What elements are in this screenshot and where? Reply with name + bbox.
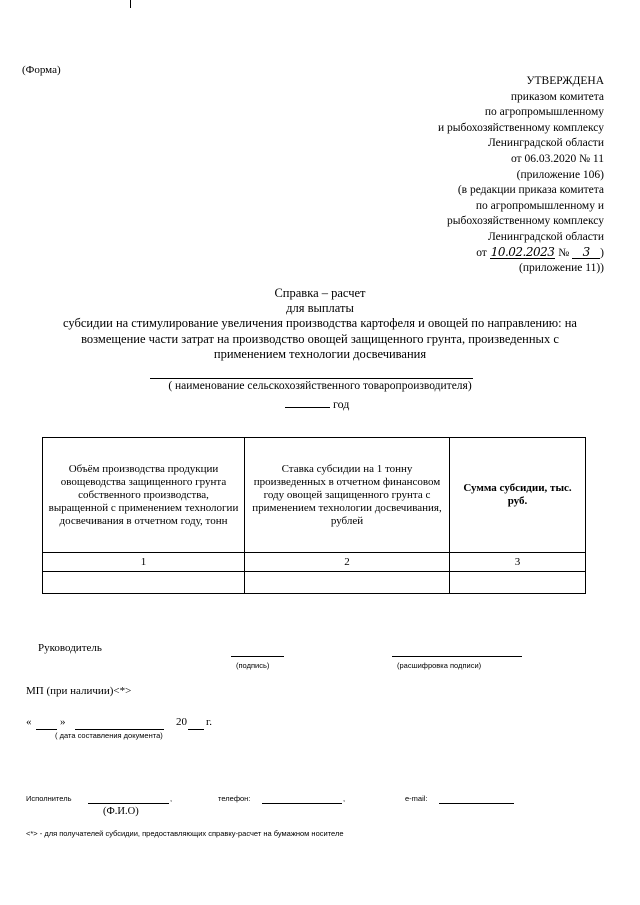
amendment-date-line (344, 246, 604, 262)
approval-line: рыбохозяйственному комплексу (447, 215, 604, 228)
producer-name-line (150, 378, 473, 379)
title-line: возмещение части затрат на производство овощей защищенного грунта, произведенных с (81, 331, 559, 346)
email-line[interactable] (439, 803, 514, 804)
approval-line: УТВЕРЖДЕНА (526, 75, 604, 87)
approval-line: Ленинградской области (487, 137, 604, 150)
phone-line[interactable] (262, 803, 342, 804)
executor-label: Исполнитель (26, 794, 72, 803)
signature-line[interactable] (231, 656, 284, 657)
table-cell-empty[interactable] (245, 572, 450, 594)
amend-no-label: № (558, 246, 570, 259)
form-label: (Форма) (22, 64, 61, 76)
amend-prefix: от (476, 246, 487, 259)
table-row (43, 553, 586, 572)
email-label: e-mail: (405, 794, 428, 803)
amend-annex: (приложение 11)) (518, 262, 604, 275)
day-line[interactable] (36, 729, 57, 730)
approval-line: по агропромышленному (484, 106, 604, 119)
table-header-row (43, 438, 586, 553)
table-cell: 2 (245, 553, 450, 572)
approval-line: (в редакции приказа комитета (457, 184, 604, 197)
year-short-line[interactable] (188, 729, 204, 730)
table-header-sum: Сумма субсидии, тыс. руб. (450, 438, 586, 553)
comma: , (170, 794, 173, 803)
year-line (285, 397, 349, 412)
decode-caption: (расшифровка подписи) (397, 661, 482, 670)
signature-caption: (подпись) (236, 661, 270, 670)
approval-line: по агропромышленному и (475, 199, 604, 212)
date-caption: ( дата составления документа) (55, 731, 163, 740)
producer-caption: ( наименование сельскохозяйственного товаропроизводителя) (168, 380, 472, 392)
decode-line[interactable] (392, 656, 522, 657)
title-line: субсидии на стимулирование увеличения производства картофеля и овощей по направлению: на (63, 316, 577, 331)
year-blank (285, 397, 330, 408)
scan-mark (130, 0, 131, 8)
fio-caption: (Ф.И.О) (103, 806, 139, 817)
footnote: <*> - для получателей субсидии, предоставляющих справку-расчет на бумажном носителе (26, 829, 344, 838)
approval-line: приказом комитета (510, 90, 604, 103)
table-header-rate: Ставка субсидии на 1 тонну произведенных в отчетном финансовом году овощей защищенного грунта с применением технологии досвечивания, рублей (245, 438, 450, 553)
quote-open: « (26, 716, 32, 728)
table-cell-empty[interactable] (43, 572, 245, 594)
title-line: Справка – расчет (274, 286, 366, 300)
handwritten-date: 10.02.2023 (490, 244, 555, 259)
table-cell: 1 (43, 553, 245, 572)
table-cell-empty[interactable] (450, 572, 586, 594)
table-cell: 3 (450, 553, 586, 572)
month-line[interactable] (75, 729, 164, 730)
approval-line: от 06.03.2020 № 11 (510, 152, 604, 165)
handwritten-number: 3 (572, 246, 600, 259)
comma: , (343, 794, 346, 803)
table-header-volume: Объём производства продукции овощеводства защищенного грунта собственного производства, выращенной с применением технологии досвечивания в отчетном году, тонн (43, 438, 245, 553)
year-suffix: г. (206, 716, 213, 728)
title-line: для выплаты (286, 301, 354, 316)
stamp-label: МП (при наличии)<*> (26, 685, 132, 697)
phone-label: телефон: (218, 794, 251, 803)
head-label: Руководитель (38, 642, 102, 654)
approval-line: Ленинградской области (487, 230, 604, 243)
approval-block (344, 74, 604, 277)
amend-close: ) (600, 246, 604, 259)
document-title (18, 286, 622, 362)
quote-close: » (60, 716, 66, 728)
table-row (43, 572, 586, 594)
approval-line: и рыбохозяйственному комплексу (437, 121, 604, 134)
title-line: применением технологии досвечивания (213, 346, 427, 361)
year-label: год (333, 397, 350, 411)
year-prefix: 20 (176, 716, 187, 728)
executor-line[interactable] (88, 803, 169, 804)
approval-line: (приложение 106) (516, 168, 604, 181)
subsidy-table (42, 437, 586, 594)
